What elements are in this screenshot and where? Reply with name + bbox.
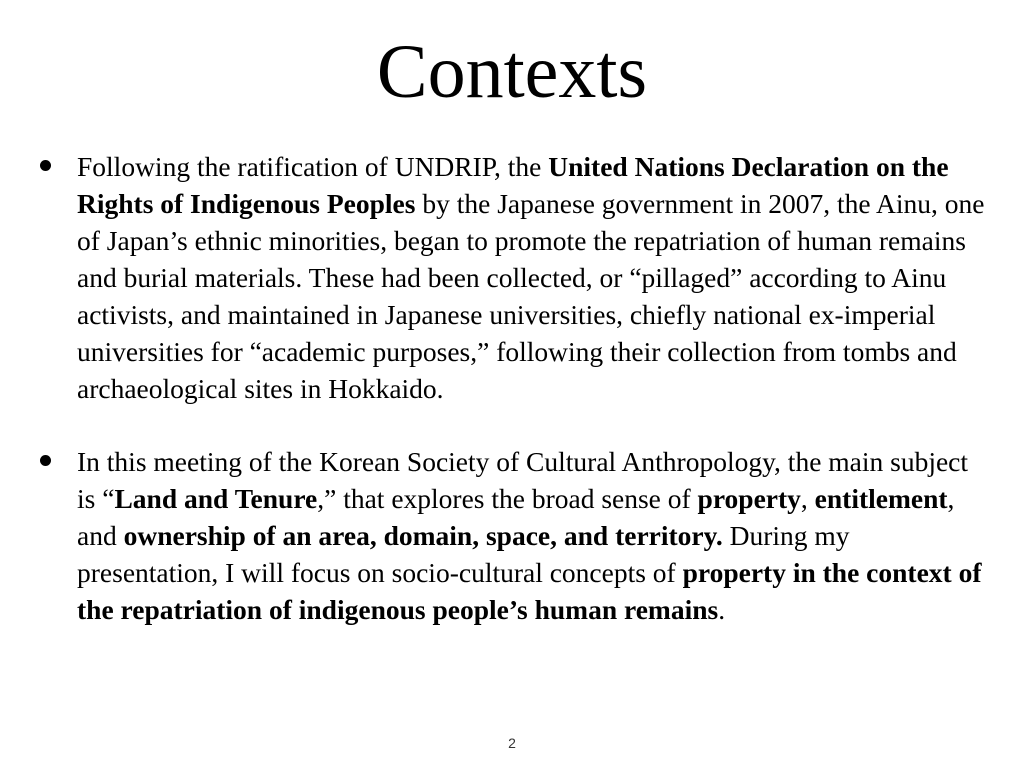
bullet-text-segment: , and [77,483,955,551]
bullet-text-segment: ,” that explores the broad sense of [317,483,698,514]
bullet-text-segment: . [718,594,726,625]
bullet-text-segment: by the Japanese government in 2007, the Ainu, one of Japan’s ethnic minorities, began to promote the repatriation of human remains and burial materials. These had been collected, or “pillaged” according to Ainu activists, and maintained in Japanese universities, chiefly national ex-imperial universities for “academic purposes,” following their collection from tombs and archaeological sites in Hokkaido. [77,188,985,404]
page-number: 2 [508,735,516,751]
bullet-text-segment: During my presentation, I will focus on socio-cultural concepts of [77,520,850,588]
bullet-dot-icon [40,455,51,466]
bullet-text-segment: Following the ratification of UNDRIP, the [77,151,549,182]
bullet-item-meeting [40,443,990,628]
bullet-item-undrip [40,148,990,407]
bullet-text-bold-segment: United Nations Declaration on the Rights of Indigenous Peoples [77,151,949,219]
bullet-text-bold-segment: Land and Tenure [114,483,318,514]
bullet-text-segment: In this meeting of the Korean Society of Cultural Anthropology, the main subject is “ [77,446,969,514]
bullet-list [40,148,990,628]
bullet-text-segment: , [800,483,815,514]
bullet-text-bold-segment: property in the context of the repatriation of indigenous people’s human remains [77,557,982,625]
bullet-text-bold-segment: ownership of an area, domain, space, and territory. [123,520,723,551]
bullet-text-bold-segment: property [697,483,801,514]
slide-title: Contexts [376,30,648,114]
bullet-text-bold-segment: entitlement [814,483,948,514]
bullet-dot-icon [40,160,51,171]
